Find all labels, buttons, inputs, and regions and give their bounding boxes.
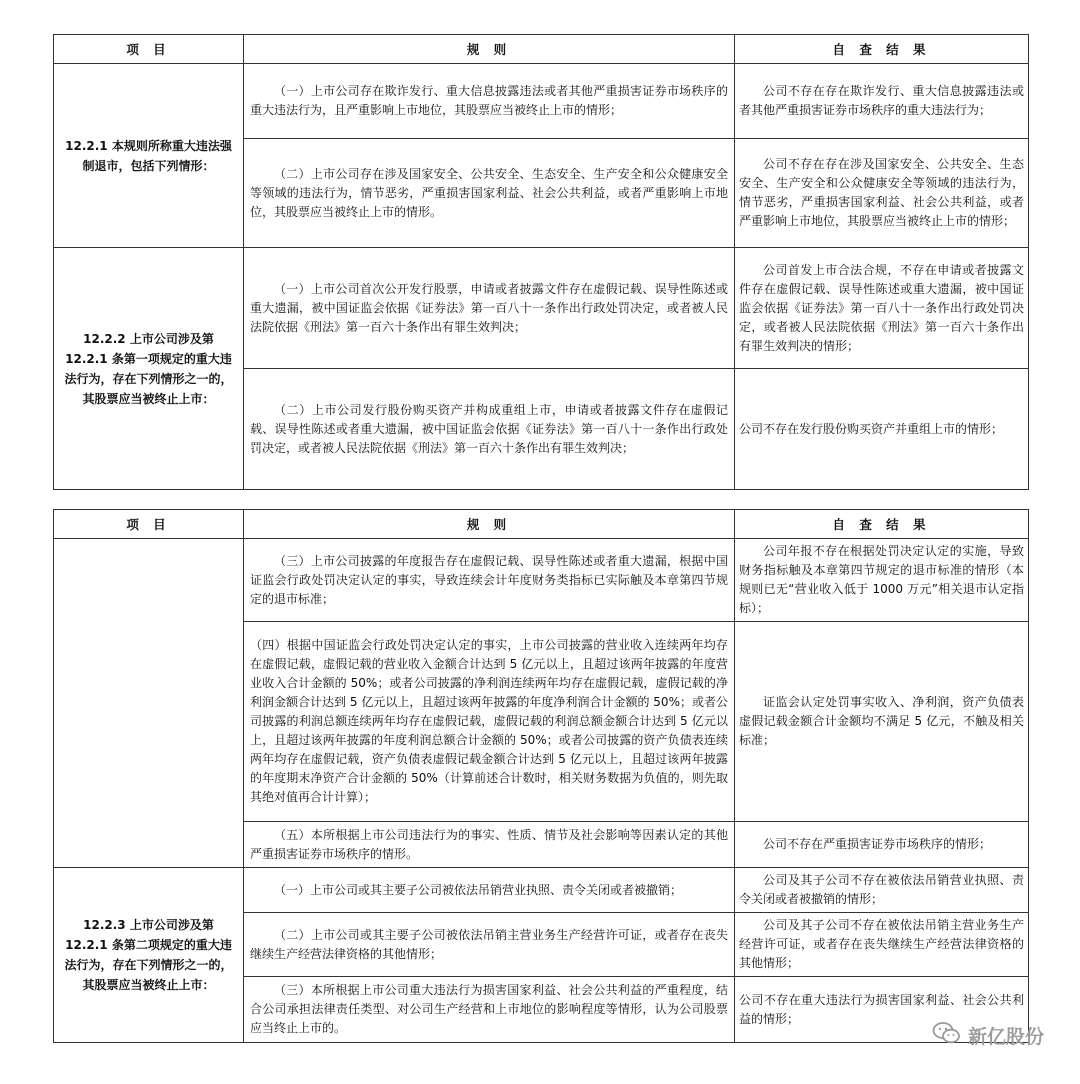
rule-text: （一）上市公司或其主要子公司被依法吊销营业执照、责令关闭或者被撤销； [274,882,683,897]
result-cell [735,248,1029,369]
table-header-row [54,510,1029,539]
rule-text: （一）上市公司首次公开发行股票，申请或者披露文件存在虚假记载、误导性陈述或重大遗漏，被中国证监会依据《证券法》第一百八十一条作出行政处罚决定，或者被人民法院依据《刑法》第一百六十条作出有罪生效判决； [250,281,728,334]
wechat-icon [932,1021,962,1050]
rule-text: （二）上市公司发行股份购买资产并构成重组上市，申请或者披露文件存在虚假记载、误导性陈述或者重大遗漏，被中国证监会依据《证券法》第一百八十一条作出行政处罚决定，或者被人民法院依据《刑法》第一百六十条作出有罪生效判决； [250,402,728,455]
rule-cell [244,977,735,1043]
project-cell: 12.2.1 本规则所称重大违法强制退市，包括下列情形： [54,64,244,248]
result-cell [735,539,1029,622]
rule-cell [244,248,735,369]
rule-text: （四）根据中国证监会行政处罚决定认定的事实，上市公司披露的营业收入连续两年均存在虚假记载，虚假记载的营业收入金额合计达到 5 亿元以上，且超过该两年披露的年度营业收入合计金额的 50%；或者公司披露的净利润连续两年均存在虚假记载，虚假记载的净利润金额合计达到 5 亿元以上，且超过该两年披露的年度净利润合计金额的 50%；或者公司披露的利润总额连续两年均存在虚假记载，虚假记载的利润总额金额合计达到 5 亿元以上，且超过该两年披露的年度利润总额合计金额的 50%；或者公司披露的资产负债表连续两年均存在虚假记载，资产负债表虚假记载金额合计达到 5 亿元以上，且超过该两年披露的年度期末净资产合计金额的 50%（计算前述合计数时，相关财务数据为负值的，则先取其绝对值再合计计算）； [250,638,728,804]
result-text: 公司不存在存在涉及国家安全、公共安全、生态安全、生产安全和公众健康安全等领域的违法行为，情节恶劣，严重损害国家利益、社会公共利益，或者严重影响上市地位，其股票应当被终止上市的情形； [739,157,1024,228]
result-text: 公司不存在存在欺诈发行、重大信息披露违法或者其他严重损害证券市场秩序的重大违法行为； [739,84,1024,117]
project-cell [54,539,244,868]
project-cell: 12.2.2 上市公司涉及第 12.2.1 条第一项规定的重大违法行为，存在下列情形之一的，其股票应当被终止上市： [54,248,244,490]
rule-cell [244,622,735,822]
result-text: 公司年报不存在根据处罚决定认定的实施，导致财务指标触及本章第四节规定的退市标准的情形（本规则已无“营业收入低于 1000 万元”相关退市认定指标）； [739,544,1024,615]
header-result: 自 查 结 果 [735,35,1029,64]
table-header-row [54,35,1029,64]
rule-cell [244,913,735,977]
rule-text: （三）本所根据上市公司重大违法行为损害国家利益、社会公共利益的严重程度，结合公司承担法律责任类型、对公司生产经营和上市地位的影响程度等情形，认为公司股票应当终止上市的。 [250,983,728,1035]
result-cell [735,822,1029,868]
table-row [54,539,1029,622]
self-check-table-2 [53,509,1029,1043]
project-cell: 12.2.3 上市公司涉及第 12.2.1 条第二项规定的重大违法行为，存在下列情形之一的，其股票应当被终止上市： [54,868,244,1043]
result-text: 公司不存在发行股份购买资产并重组上市的情形； [739,421,1004,436]
result-cell [735,64,1029,139]
header-result: 自 查 结 果 [735,510,1029,539]
result-text: 公司及其子公司不存在被依法吊销主营业务生产经营许可证，或者存在丧失继续生产经营法律资格的其他情形； [739,918,1024,970]
result-text: 公司首发上市合法合规，不存在申请或者披露文件存在虚假记载、误导性陈述或重大遗漏，被中国证监会依据《证券法》第一百八十一条作出行政处罚决定，或者被人民法院依据《刑法》第一百六十条作出有罪生效判决的情形； [739,262,1024,353]
rule-cell [244,868,735,913]
result-cell [735,139,1029,248]
table-row [54,64,1029,139]
header-rule: 规 则 [244,510,735,539]
rule-text: （一）上市公司存在欺诈发行、重大信息披露违法或者其他严重损害证券市场秩序的重大违法行为，且严重影响上市地位，其股票应当被终止上市的情形； [250,84,728,117]
self-check-table-1 [53,34,1029,490]
result-text: 公司及其子公司不存在被依法吊销营业执照、责令关闭或者被撤销的情形； [739,873,1024,906]
result-cell [735,622,1029,822]
rule-cell [244,139,735,248]
rule-cell [244,822,735,868]
result-cell [735,913,1029,977]
watermark [932,1021,1044,1050]
header-rule: 规 则 [244,35,735,64]
rule-cell [244,539,735,622]
rule-cell [244,369,735,490]
result-text: 公司不存在重大违法行为损害国家利益、社会公共利益的情形； [739,992,1024,1026]
rule-text: （二）上市公司或其主要子公司被依法吊销主营业务生产经营许可证，或者存在丧失继续生产经营法律资格的其他情形； [250,927,728,961]
rule-cell [244,64,735,139]
rule-text: （二）上市公司存在涉及国家安全、公共安全、生态安全、生产安全和公众健康安全等领域的违法行为，情节恶劣，严重损害国家利益、社会公共利益，或者严重影响上市地位，其股票应当被终止上市的情形。 [250,166,728,219]
header-project: 项 目 [54,35,244,64]
result-text: 证监会认定处罚事实收入、净利润，资产负债表虚假记载金额合计金额均不满足 5 亿元，不触及相关标准； [739,695,1024,747]
result-cell [735,868,1029,913]
watermark-text: 新亿股份 [967,1026,1044,1048]
header-project: 项 目 [54,510,244,539]
result-text: 公司不存在严重损害证券市场秩序的情形； [763,837,992,851]
result-cell [735,369,1029,490]
table-row [54,248,1029,369]
rule-text: （三）上市公司披露的年度报告存在虚假记载、误导性陈述或者重大遗漏，根据中国证监会行政处罚决定认定的事实，导致连续会计年度财务类指标已实际触及本章第四节规定的退市标准； [250,553,728,606]
rule-text: （五）本所根据上市公司违法行为的事实、性质、情节及社会影响等因素认定的其他严重损害证券市场秩序的情形。 [250,827,728,861]
table-row [54,868,1029,913]
